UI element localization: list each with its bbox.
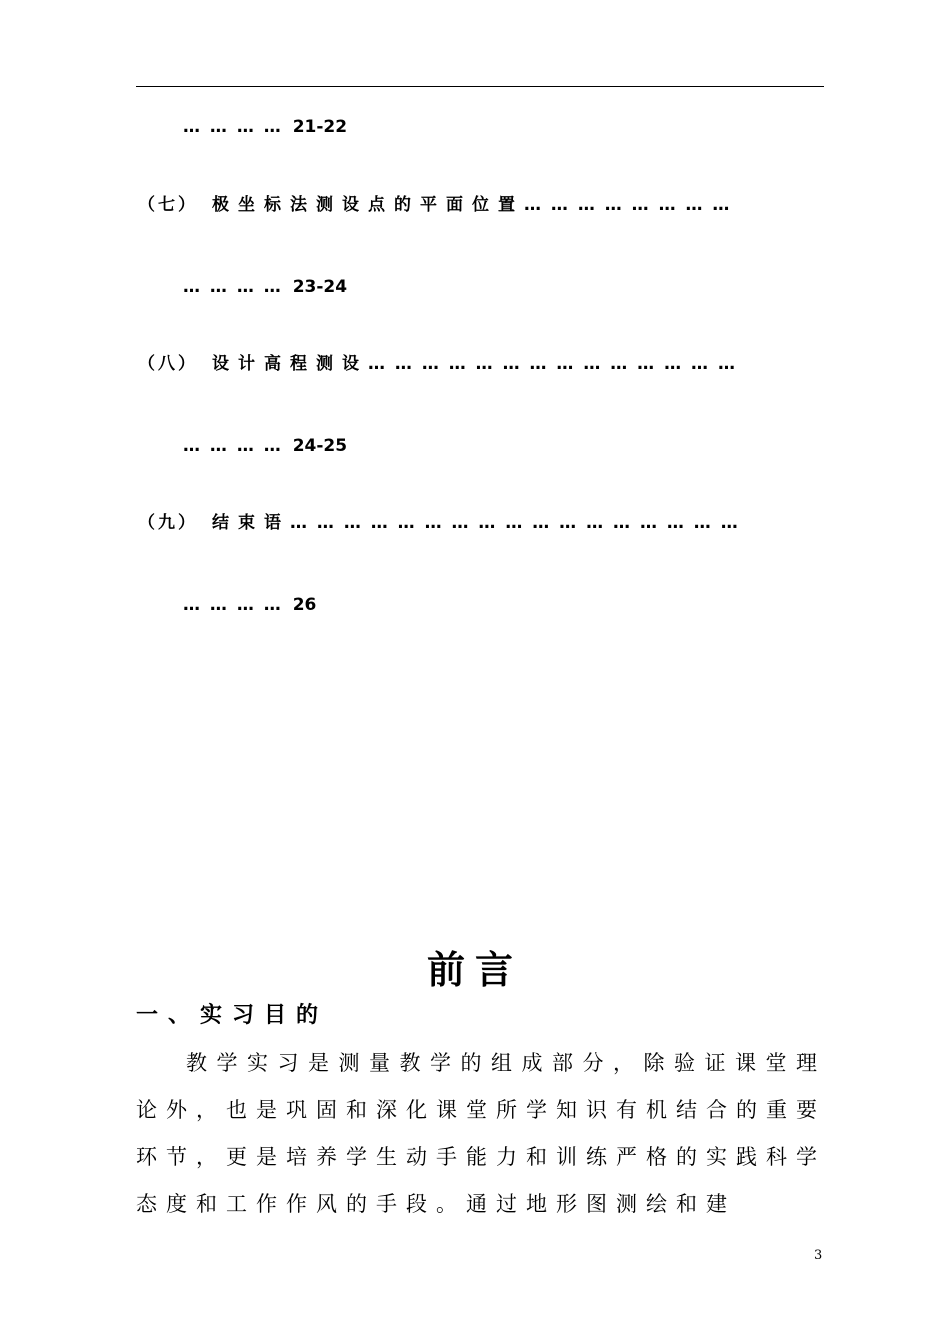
toc-entry-9[interactable]	[138, 512, 816, 534]
page-number: 3	[814, 1248, 823, 1263]
section-heading: 一、实习目的	[136, 1003, 329, 1028]
toc-continuation-7	[183, 276, 347, 298]
toc-leader-dots: … … … … … … … … … … … … … …	[368, 354, 737, 374]
toc-page-range: 24-25	[292, 436, 348, 456]
section-title: 前言	[426, 948, 523, 992]
body-paragraph: 教学实习是测量教学的组成部分，除验证课堂理论外，也是巩固和深化课堂所学知识有机结合的重要环节，更是培养学生动手能力和训练严格的实践科学态度和工作作风的手段。通过地形图测绘和建	[136, 1051, 826, 1216]
toc-entry-number: （八）	[138, 354, 198, 374]
toc-page-range: 26	[292, 595, 317, 615]
toc-leader-dots: … … … …	[183, 595, 283, 615]
toc-leader-dots: … … … …	[183, 277, 283, 297]
toc-leader-dots: … … … …	[183, 117, 283, 137]
toc-entry-number: （七）	[138, 195, 198, 215]
toc-entry-8[interactable]	[138, 353, 816, 375]
toc-entry-title: 极坐标法测设点的平面位置	[212, 195, 524, 215]
toc-entry-title: 设计高程测设	[212, 354, 368, 374]
toc-continuation-8	[183, 435, 347, 457]
toc-leader-dots: … … … … … … … …	[524, 195, 732, 215]
header-rule	[136, 86, 824, 87]
toc-leader-dots: … … … … … … … … … … … … … … … … …	[290, 513, 740, 533]
toc-continuation-9	[183, 594, 316, 616]
toc-leader-dots: … … … …	[183, 436, 283, 456]
toc-entry-7[interactable]	[138, 194, 816, 216]
toc-page-range: 21-22	[292, 117, 348, 137]
toc-entry-title: 结束语	[212, 513, 290, 533]
toc-entry-number: （九）	[138, 513, 198, 533]
toc-page-range: 23-24	[292, 277, 348, 297]
toc-continuation-6	[183, 116, 347, 138]
